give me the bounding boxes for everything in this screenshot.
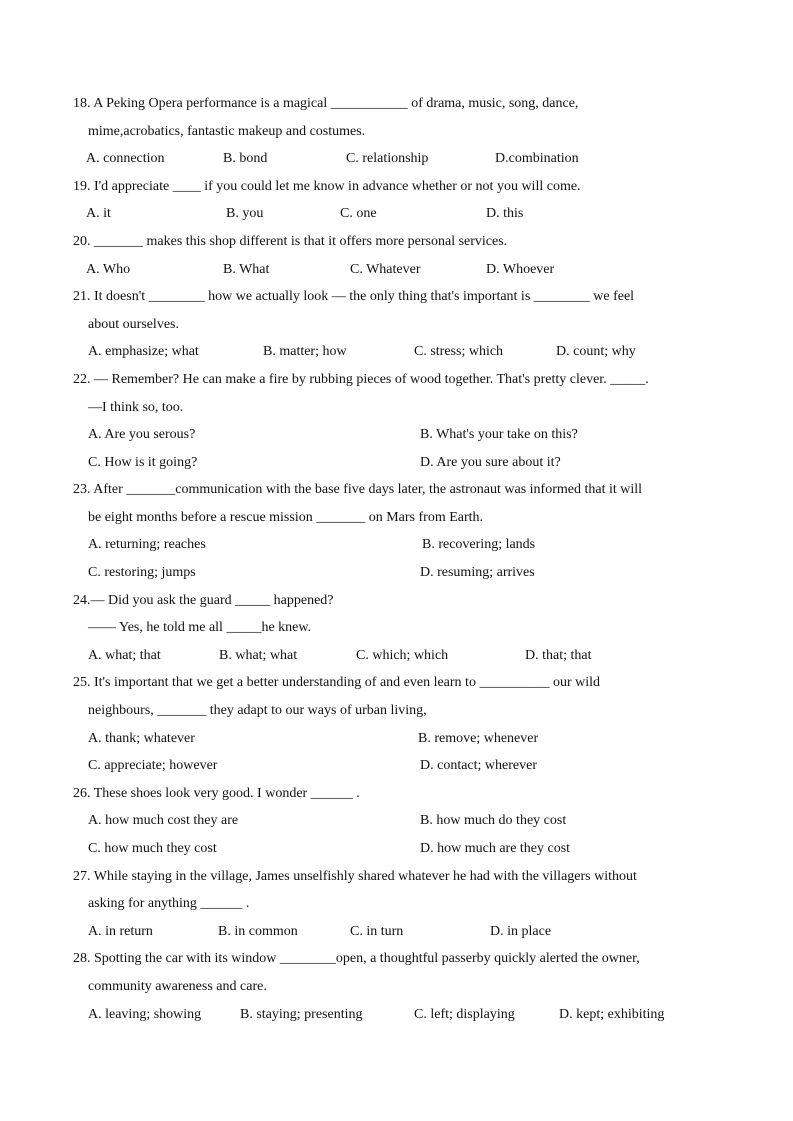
option-b[interactable]: B. bond — [223, 151, 268, 166]
option-b[interactable]: B. remove; whenever — [418, 731, 539, 746]
question-stem-line: 28. Spotting the car with its window ________open, a thoughtful passerby quickly alerted the owner, — [73, 951, 640, 966]
option-d[interactable]: D. that; that — [525, 648, 592, 663]
option-d[interactable]: D.combination — [495, 151, 579, 166]
option-d[interactable]: D. Are you sure about it? — [420, 455, 561, 470]
option-d[interactable]: D. resuming; arrives — [420, 565, 535, 580]
option-a[interactable]: A. returning; reaches — [88, 537, 206, 552]
question-stem-line: 25. It's important that we get a better understanding of and even learn to __________ our wild — [73, 675, 601, 690]
option-c[interactable]: C. appreciate; however — [88, 758, 218, 773]
question-stem-line: 24.— Did you ask the guard _____ happened? — [73, 593, 334, 608]
question-stem-line: 23. After _______communication with the base five days later, the astronaut was informed that it will — [73, 482, 643, 497]
option-c[interactable]: C. in turn — [350, 924, 404, 939]
question-stem-line: —I think so, too. — [88, 400, 184, 415]
option-a[interactable]: A. thank; whatever — [88, 731, 195, 746]
option-d[interactable]: D. in place — [490, 924, 552, 939]
option-c[interactable]: C. stress; which — [414, 344, 504, 359]
question-stem-line: 26. These shoes look very good. I wonder ______ . — [73, 786, 360, 801]
question-stem-line: be eight months before a rescue mission _______ on Mars from Earth. — [88, 510, 484, 525]
option-a[interactable]: A. leaving; showing — [88, 1007, 202, 1022]
option-b[interactable]: B. you — [226, 206, 264, 221]
option-a[interactable]: A. in return — [88, 924, 153, 939]
option-c[interactable]: C. Whatever — [350, 262, 421, 277]
question-stem-line: mime,acrobatics, fantastic makeup and costumes. — [88, 124, 366, 139]
option-a[interactable]: A. emphasize; what — [88, 344, 199, 359]
option-d[interactable]: D. how much are they cost — [420, 841, 571, 856]
question-stem-line: 18. A Peking Opera performance is a magical ___________ of drama, music, song, dance, — [73, 96, 579, 111]
option-d[interactable]: D. kept; exhibiting — [559, 1007, 665, 1022]
option-b[interactable]: B. what; what — [219, 648, 298, 663]
option-c[interactable]: C. left; displaying — [414, 1007, 515, 1022]
option-b[interactable]: B. staying; presenting — [240, 1007, 363, 1022]
option-c[interactable]: C. relationship — [346, 151, 429, 166]
question-stem-line: neighbours, _______ they adapt to our ways of urban living, — [88, 703, 427, 718]
option-a[interactable]: A. Are you serous? — [88, 427, 196, 442]
option-d[interactable]: D. Whoever — [486, 262, 555, 277]
question-stem-line: —— Yes, he told me all _____he knew. — [88, 620, 312, 635]
option-b[interactable]: B. in common — [218, 924, 298, 939]
option-b[interactable]: B. matter; how — [263, 344, 347, 359]
question-stem-line: 27. While staying in the village, James unselfishly shared whatever he had with the villagers without — [73, 869, 637, 884]
option-c[interactable]: C. how much they cost — [88, 841, 217, 856]
option-a[interactable]: A. it — [86, 206, 111, 221]
option-b[interactable]: B. What — [223, 262, 270, 277]
option-a[interactable]: A. what; that — [88, 648, 161, 663]
question-stem-line: 19. I'd appreciate ____ if you could let me know in advance whether or not you will come. — [73, 179, 581, 194]
question-stem-line: asking for anything ______ . — [88, 896, 250, 911]
question-stem-line: 22. — Remember? He can make a fire by rubbing pieces of wood together. That's pretty clever. _____. — [73, 372, 649, 387]
question-stem-line: 20. _______ makes this shop different is that it offers more personal services. — [73, 234, 508, 249]
option-a[interactable]: A. how much cost they are — [88, 813, 239, 828]
option-c[interactable]: C. one — [340, 206, 377, 221]
option-d[interactable]: D. this — [486, 206, 524, 221]
question-stem-line: community awareness and care. — [88, 979, 267, 994]
option-c[interactable]: C. which; which — [356, 648, 449, 663]
option-b[interactable]: B. how much do they cost — [420, 813, 567, 828]
question-stem-line: 21. It doesn't ________ how we actually look — the only thing that's important is ________ we feel — [73, 289, 635, 304]
question-stem-line: about ourselves. — [88, 317, 179, 332]
option-b[interactable]: B. recovering; lands — [422, 537, 536, 552]
option-d[interactable]: D. contact; wherever — [420, 758, 537, 773]
option-c[interactable]: C. How is it going? — [88, 455, 198, 470]
option-b[interactable]: B. What's your take on this? — [420, 427, 578, 442]
option-a[interactable]: A. Who — [86, 262, 131, 277]
option-a[interactable]: A. connection — [86, 151, 165, 166]
option-c[interactable]: C. restoring; jumps — [88, 565, 196, 580]
option-d[interactable]: D. count; why — [556, 344, 636, 359]
